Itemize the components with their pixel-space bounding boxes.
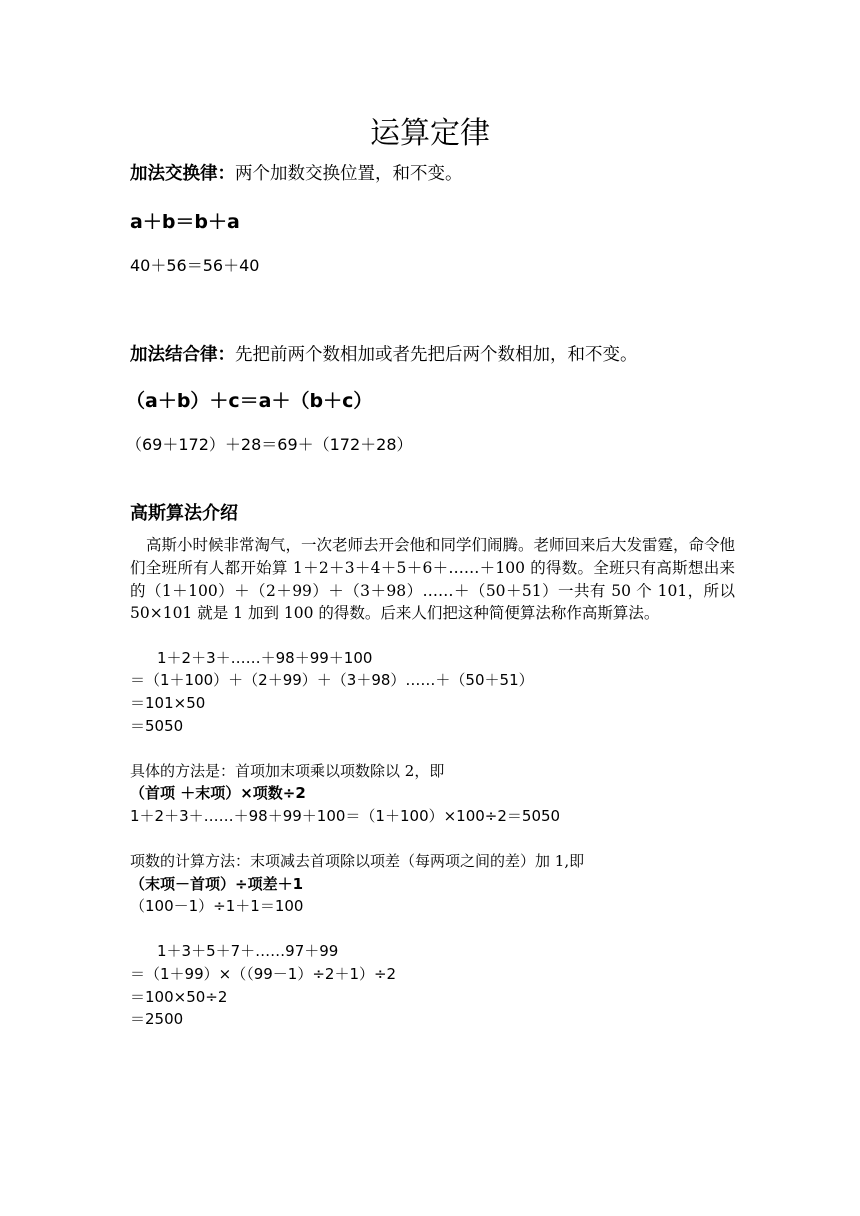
gauss-step-2: ＝（1＋100）＋（2＋99）＋（3＋98）……＋（50＋51） [130,671,534,689]
count-formula: （末项－首项）÷项差＋1 [130,875,304,893]
method-example: 1＋2＋3＋……＋98＋99＋100＝（1＋100）×100÷2＝5050 [130,807,561,825]
commutative-label: 加法交换律： [130,164,235,184]
associative-label: 加法结合律： [130,345,235,365]
commutative-example: 40＋56＝56＋40 [130,256,260,275]
odd-step-2: ＝（1＋99）×（（99－1）÷2＋1）÷2 [130,965,397,983]
associative-law [130,341,638,366]
commutative-law [130,160,463,185]
gauss-step-4: ＝5050 [130,717,184,735]
page-title: 运算定律 [370,116,490,151]
gauss-step-1: 1＋2＋3＋……＋98＋99＋100 [157,649,373,667]
method-intro: 具体的方法是：首项加末项乘以项数除以 2，即 [130,762,445,780]
gauss-heading: 高斯算法介绍 [130,503,238,524]
method-formula: （首项 ＋末项）×项数÷2 [130,784,306,802]
commutative-description: 两个加数交换位置，和不变。 [235,164,463,184]
associative-example: （69＋172）＋28＝69＋（172＋28） [126,435,413,454]
odd-step-1: 1＋3＋5＋7＋……97＋99 [157,942,339,960]
gauss-step-3: ＝101×50 [130,694,206,712]
gauss-paragraph: 高斯小时候非常淘气，一次老师去开会他和同学们闹腾。老师回来后大发雷霆，命令他们全班所有人都开始算 1＋2＋3＋4＋5＋6＋……＋100 的得数。全班只有高斯想出来的（1＋100）＋（2＋99）＋（3＋98）……＋（50＋51）一共有 50 个 101，所以 50×101 就是 1 加到 100 的得数。后来人们把这种简便算法称作高斯算法。 [130,536,736,623]
associative-description: 先把前两个数相加或者先把后两个数相加，和不变。 [235,345,638,365]
associative-formula: （a＋b）＋c＝a＋（b＋c） [126,390,373,412]
commutative-formula: a＋b＝b＋a [130,211,240,233]
odd-step-3: ＝100×50÷2 [130,988,228,1006]
odd-step-4: ＝2500 [130,1010,184,1028]
count-intro: 项数的计算方法：末项减去首项除以项差（每两项之间的差）加 1,即 [130,852,585,870]
count-example: （100－1）÷1＋1＝100 [130,897,304,915]
